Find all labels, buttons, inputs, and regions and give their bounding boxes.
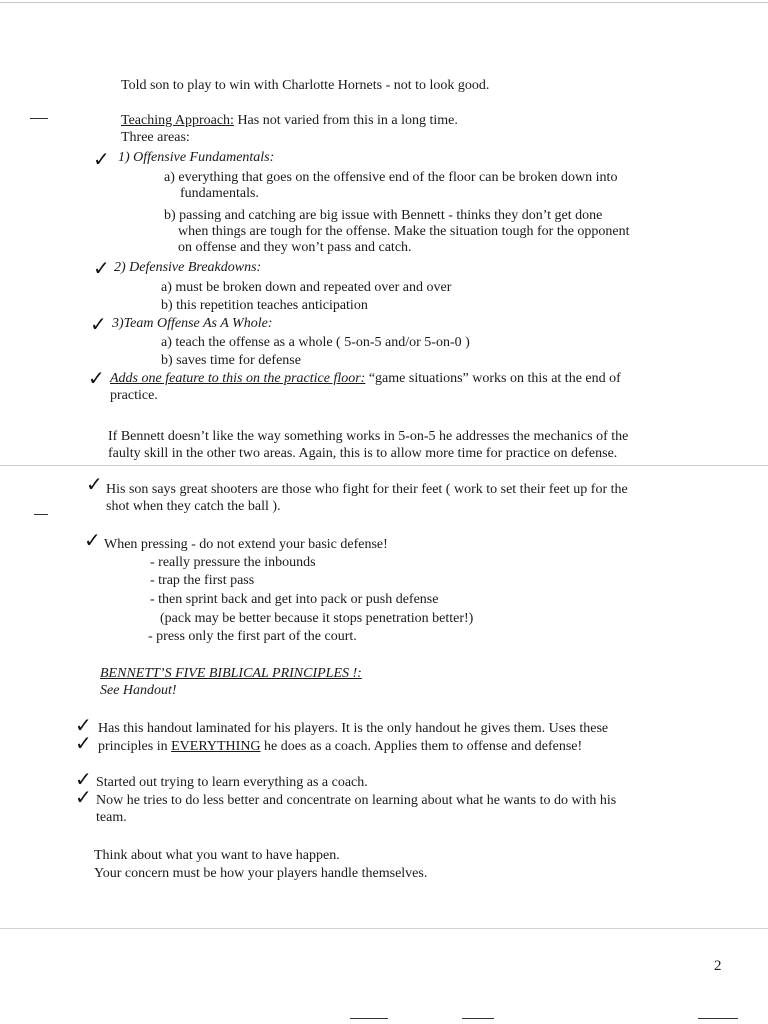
text-line: His son says great shooters are those who fight for their feet ( work to set their feet up for the — [106, 482, 628, 497]
teaching-approach-heading: Teaching Approach: — [121, 113, 234, 128]
text-line: Told son to play to win with Charlotte Hornets - not to look good. — [121, 78, 490, 93]
text-line: Your concern must be how your players handle themselves. — [94, 866, 428, 881]
subheading-defensive-breakdowns: 2) Defensive Breakdowns: — [114, 260, 262, 275]
text-line — [98, 739, 582, 755]
text-line: a) teach the offense as a whole ( 5-on-5 and/or 5-on-0 ) — [161, 335, 470, 350]
list-item: - trap the first pass — [150, 573, 255, 588]
text-line: team. — [96, 810, 127, 825]
text-line: b) this repetition teaches anticipation — [161, 298, 368, 313]
scan-edge-top — [0, 2, 768, 3]
see-handout-text: See Handout! — [100, 683, 177, 698]
subheading-team-offense: 3)Team Offense As A Whole: — [112, 316, 273, 331]
text-line: Think about what you want to have happen. — [94, 848, 340, 863]
teaching-approach-text: Has not varied from this in a long time. — [237, 113, 458, 128]
text-line: Now he tries to do less better and concentrate on learning about what he wants to do with his — [96, 793, 617, 808]
check-mark-icon: ✓ — [90, 312, 107, 336]
text-line: If Bennett doesn’t like the way something works in 5-on-5 he addresses the mechanics of the — [108, 429, 629, 444]
text-line: shot when they catch the ball ). — [106, 499, 281, 514]
check-mark-icon: ✓ — [88, 366, 105, 390]
footer-dash — [462, 1018, 494, 1019]
text-line: Three areas: — [121, 130, 190, 145]
scan-fold-line — [0, 465, 768, 466]
section-heading-line — [121, 113, 458, 129]
list-item: - press only the first part of the court. — [148, 629, 357, 644]
text-line: fundamentals. — [180, 186, 259, 201]
margin-dash — [30, 118, 48, 119]
text-line — [110, 371, 621, 387]
text-line: when things are tough for the offense. Make the situation tough for the opponent — [178, 224, 630, 239]
principles-text-start: principles in — [98, 739, 172, 754]
check-mark-icon: ✓ — [93, 256, 110, 280]
text-line: faulty skill in the other two areas. Again, this is to allow more time for practice on defense. — [108, 446, 618, 461]
list-item: - then sprint back and get into pack or push defense — [150, 592, 439, 607]
list-item: (pack may be better because it stops penetration better!) — [160, 611, 474, 626]
margin-dash — [34, 514, 48, 515]
check-mark-icon: ✓ — [75, 785, 92, 809]
list-item: - really pressure the inbounds — [150, 555, 316, 570]
text-line: on offense and they won’t pass and catch. — [178, 240, 412, 255]
check-mark-icon: ✓ — [93, 147, 110, 171]
check-mark-icon: ✓ — [86, 472, 103, 496]
check-mark-icon: ✓ — [75, 731, 92, 755]
text-line: a) must be broken down and repeated over and over — [161, 280, 452, 295]
text-line: b) passing and catching are big issue with Bennett - thinks they don’t get done — [164, 208, 603, 223]
text-line: b) saves time for defense — [161, 353, 301, 368]
footer-dash — [698, 1018, 738, 1019]
check-mark-icon: ✓ — [75, 713, 92, 737]
text-line: When pressing - do not extend your basic defense! — [104, 537, 388, 552]
game-situations-text: “game situations” works on this at the end of — [368, 371, 621, 386]
subheading-offensive-fundamentals: 1) Offensive Fundamentals: — [118, 150, 275, 165]
check-mark-icon: ✓ — [84, 528, 101, 552]
text-line: a) everything that goes on the offensive end of the floor can be broken down into — [164, 170, 618, 185]
text-line: Has this handout laminated for his players. It is the only handout he gives them. Uses these — [98, 721, 609, 736]
everything-emphasis: EVERYTHING — [171, 739, 261, 754]
principles-text-end: he does as a coach. Applies them to offense and defense! — [260, 739, 583, 754]
scan-edge-bottom — [0, 928, 768, 929]
footer-dash — [350, 1018, 388, 1019]
practice-floor-feature: Adds one feature to this on the practice floor: — [110, 371, 366, 386]
page-number: 2 — [714, 958, 722, 974]
check-mark-icon: ✓ — [75, 767, 92, 791]
text-line: practice. — [110, 388, 158, 403]
principles-heading: BENNETT’S FIVE BIBLICAL PRINCIPLES !: — [100, 666, 362, 681]
text-line: Started out trying to learn everything as a coach. — [96, 775, 368, 790]
